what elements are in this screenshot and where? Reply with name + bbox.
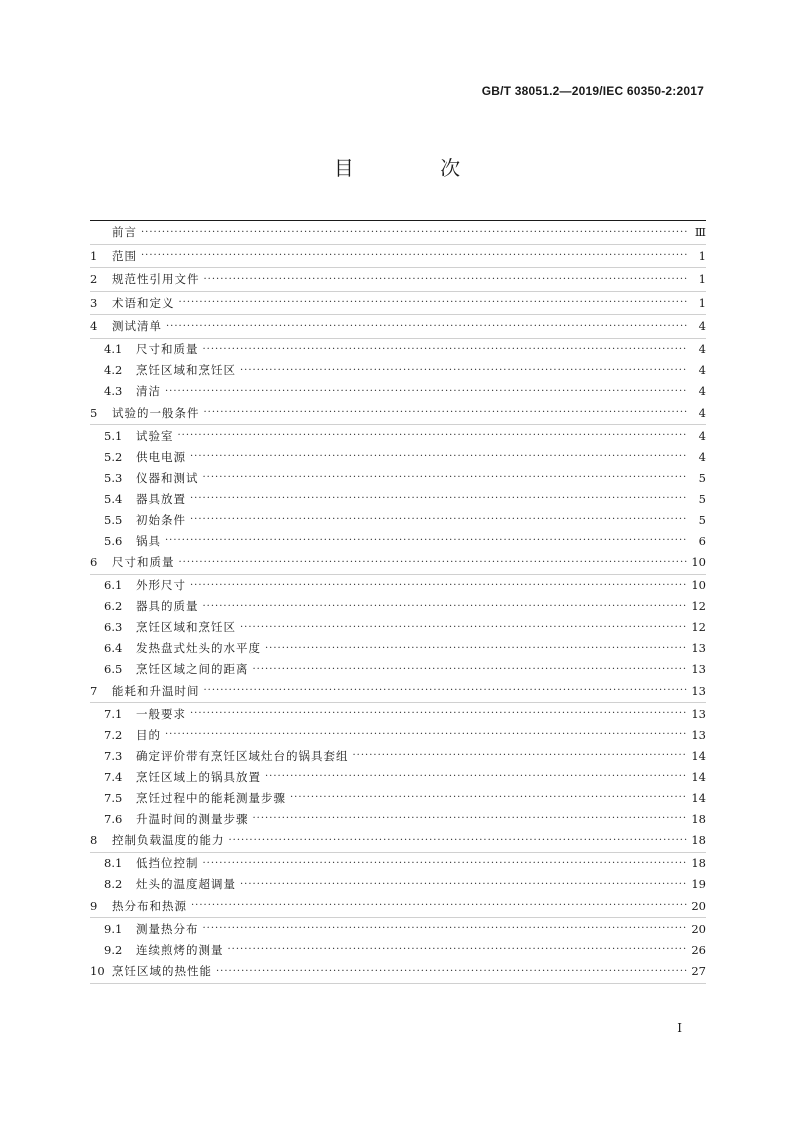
toc-entry[interactable] [90,339,706,360]
toc-entry[interactable] [90,575,706,596]
toc-entry-label: 目的 [136,727,161,742]
toc-entry-label: 器具的质量 [136,599,199,613]
toc-entry-label: 烹饪区域上的锅具放置 [136,769,261,784]
toc-entry-page: 5 [698,491,706,506]
toc-entry-label: 烹饪过程中的能耗测量步骤 [136,790,286,805]
toc-entry-number: 9.2 [104,942,123,957]
toc-entry-page: 5 [698,470,706,485]
toc-dot-leader [229,835,688,846]
toc-dot-leader [141,227,688,238]
toc-entry-page: 18 [691,856,706,870]
toc-entry-page: 13 [691,641,706,655]
page-number: I [677,1021,682,1035]
toc-entry[interactable] [90,939,706,960]
toc-dot-leader [179,557,688,568]
toc-entry-page: 4 [698,384,706,398]
toc-entry-number: 1 [90,248,98,263]
toc-dot-leader [240,879,687,890]
toc-entry-number: 7.5 [104,790,123,805]
toc-entry[interactable] [90,703,706,724]
toc-dot-leader [265,643,687,654]
toc-entry[interactable] [90,315,706,339]
toc-entry-page: 18 [691,833,706,848]
toc-entry-page: 14 [691,748,706,763]
toc-entry[interactable] [90,853,706,874]
toc-dot-leader [204,407,689,418]
toc-entry-label: 试验的一般条件 [112,405,200,420]
toc-entry-page: 10 [691,578,706,592]
toc-entry-page: 14 [691,769,706,784]
toc-entry-label: 连续煎烤的测量 [136,942,224,957]
toc-entry-number: 6.1 [104,578,123,592]
toc-dot-leader [228,944,688,955]
toc-entry-number: 7.3 [104,748,123,763]
toc-entry-page: Ⅲ [694,225,706,240]
toc-entry-page: 1 [698,272,706,287]
page-title: 目 次 [333,156,501,180]
toc-entry-page: 1 [698,248,706,263]
toc-dot-leader [165,729,687,740]
toc-entry-number: 7.1 [104,706,123,721]
toc-entry-label: 确定评价带有烹饪区域灶台的锅具套组 [136,748,349,763]
toc-entry-label: 发热盘式灶头的水平度 [136,641,261,655]
toc-dot-leader [204,685,688,696]
toc-entry-number: 6 [90,555,98,570]
toc-entry[interactable] [90,895,706,919]
toc-entry-page: 10 [691,555,706,570]
toc-entry-label: 外形尺寸 [136,578,186,592]
toc-dot-leader [179,297,689,308]
toc-dot-leader [290,792,687,803]
toc-entry-label: 清洁 [136,384,161,398]
toc-entry[interactable] [90,638,706,659]
toc-entry-label: 锅具 [136,533,161,548]
toc-entry[interactable] [90,808,706,829]
toc-dot-leader [165,535,688,546]
toc-dot-leader [240,365,688,376]
toc-entry-number: 8.1 [104,856,123,870]
toc-entry-number: 5.2 [104,449,123,464]
toc-entry-page: 12 [691,620,706,634]
toc-entry-number: 7.2 [104,727,123,742]
toc-dot-leader [216,966,687,977]
toc-entry[interactable] [90,874,706,895]
toc-entry[interactable] [90,381,706,402]
toc-entry-label: 尺寸和质量 [112,555,175,570]
toc-entry-page: 4 [698,363,706,377]
toc-dot-leader [191,900,687,911]
toc-entry-page: 18 [691,811,706,826]
toc-entry[interactable] [90,787,706,808]
table-of-contents [90,221,706,984]
toc-entry[interactable] [90,680,706,704]
toc-entry[interactable] [90,918,706,939]
toc-entry-number: 6.3 [104,620,123,634]
toc-entry-label: 烹饪区域和烹饪区 [136,363,236,377]
toc-entry-number: 4 [90,319,98,334]
toc-entry[interactable] [90,530,706,551]
standard-code: GB/T 38051.2—2019/IEC 60350-2:2017 [481,84,704,98]
toc-dot-leader [166,321,688,332]
toc-entry-label: 低挡位控制 [136,856,199,870]
toc-entry-page: 13 [691,662,706,676]
toc-entry[interactable] [90,488,706,509]
toc-entry[interactable] [90,245,706,269]
toc-dot-leader [353,750,688,761]
toc-entry-number: 8.2 [104,877,123,891]
toc-entry-label: 测试清单 [112,319,162,334]
toc-entry-page: 4 [698,405,706,420]
toc-entry[interactable] [90,659,706,680]
toc-entry-page: 6 [698,533,706,548]
toc-dot-leader [190,580,687,591]
toc-entry[interactable] [90,724,706,745]
toc-entry-number: 6.5 [104,662,123,676]
toc-entry-number: 6.4 [104,641,123,655]
toc-entry-page: 13 [691,706,706,721]
toc-entry-page: 14 [691,790,706,805]
toc-entry-label: 器具放置 [136,491,186,506]
toc-entry-label: 升温时间的测量步骤 [136,811,249,826]
toc-entry-page: 4 [698,319,706,334]
toc-entry-page: 20 [691,921,706,936]
toc-dot-leader [190,451,688,462]
toc-entry-label: 前言 [112,225,137,240]
toc-entry-number: 2 [90,272,98,287]
toc-entry-page: 19 [691,877,706,891]
toc-dot-leader [165,386,688,397]
toc-entry-label: 烹饪区域和烹饪区 [136,620,236,634]
toc-entry-label: 灶头的温度超调量 [136,877,236,891]
toc-entry-label: 测量热分布 [136,921,199,936]
toc-entry-page: 5 [698,512,706,527]
toc-entry-page: 20 [691,898,706,913]
toc-entry-number: 5.4 [104,491,123,506]
toc-entry[interactable] [90,829,706,853]
toc-entry-number: 4.2 [104,363,123,377]
toc-entry-number: 7 [90,683,98,698]
toc-entry-number: 6.2 [104,599,123,613]
toc-dot-leader [253,813,688,824]
toc-entry-label: 一般要求 [136,706,186,721]
toc-entry-number: 8 [90,833,98,848]
toc-entry-label: 规范性引用文件 [112,272,200,287]
toc-entry-number: 9.1 [104,921,123,936]
toc-dot-leader [203,472,689,483]
toc-entry-page: 26 [691,942,706,957]
toc-dot-leader [190,708,687,719]
toc-dot-leader [203,601,688,612]
toc-entry[interactable] [90,596,706,617]
toc-entry[interactable] [90,960,706,984]
toc-entry-number: 5.6 [104,533,123,548]
toc-dot-leader [240,622,687,633]
toc-entry-page: 12 [691,599,706,613]
toc-dot-leader [253,664,688,675]
toc-entry-number: 7.4 [104,769,123,784]
toc-entry[interactable] [90,745,706,766]
toc-entry-label: 初始条件 [136,512,186,527]
toc-entry-number: 5 [90,405,98,420]
toc-dot-leader [203,344,689,355]
toc-entry-page: 4 [698,449,706,464]
toc-entry-label: 供电电源 [136,449,186,464]
toc-entry-label: 尺寸和质量 [136,342,199,356]
toc-entry-number: 4.1 [104,342,123,356]
toc-dot-leader [204,274,689,285]
toc-entry-number: 5.5 [104,512,123,527]
toc-dot-leader [203,923,688,934]
toc-entry-number: 7.6 [104,811,123,826]
toc-entry-number: 9 [90,898,98,913]
toc-entry-page: 13 [691,683,706,698]
toc-entry[interactable] [90,551,706,575]
toc-entry-page: 13 [691,727,706,742]
toc-entry[interactable] [90,268,706,292]
toc-entry-label: 试验室 [136,428,174,443]
toc-entry-page: 27 [691,964,706,979]
toc-entry[interactable] [90,467,706,488]
toc-entry-label: 能耗和升温时间 [112,683,200,698]
toc-entry-number: 4.3 [104,384,123,398]
toc-dot-leader [190,493,688,504]
toc-entry[interactable] [90,766,706,787]
toc-dot-leader [265,771,687,782]
toc-entry-label: 烹饪区域之间的距离 [136,662,249,676]
toc-entry-label: 术语和定义 [112,295,175,310]
toc-dot-leader [190,514,688,525]
toc-entry-number: 3 [90,295,98,310]
toc-entry-label: 控制负载温度的能力 [112,833,225,848]
toc-dot-leader [178,430,689,441]
toc-entry[interactable] [90,617,706,638]
toc-entry-label: 烹饪区域的热性能 [112,964,212,979]
toc-entry-label: 范围 [112,248,137,263]
toc-entry[interactable] [90,509,706,530]
toc-entry-number: 10 [90,964,105,979]
toc-entry[interactable] [90,221,706,245]
toc-entry-page: 1 [698,295,706,310]
toc-dot-leader [141,250,688,261]
toc-entry-page: 4 [698,428,706,443]
toc-entry-page: 4 [698,342,706,356]
toc-entry-label: 仪器和测试 [136,470,199,485]
toc-entry[interactable] [90,360,706,381]
toc-entry[interactable] [90,402,706,426]
toc-dot-leader [203,858,688,869]
toc-entry-number: 5.1 [104,428,123,443]
toc-entry-label: 热分布和热源 [112,898,187,913]
toc-entry[interactable] [90,425,706,446]
toc-entry[interactable] [90,292,706,316]
toc-entry[interactable] [90,446,706,467]
toc-entry-number: 5.3 [104,470,123,485]
